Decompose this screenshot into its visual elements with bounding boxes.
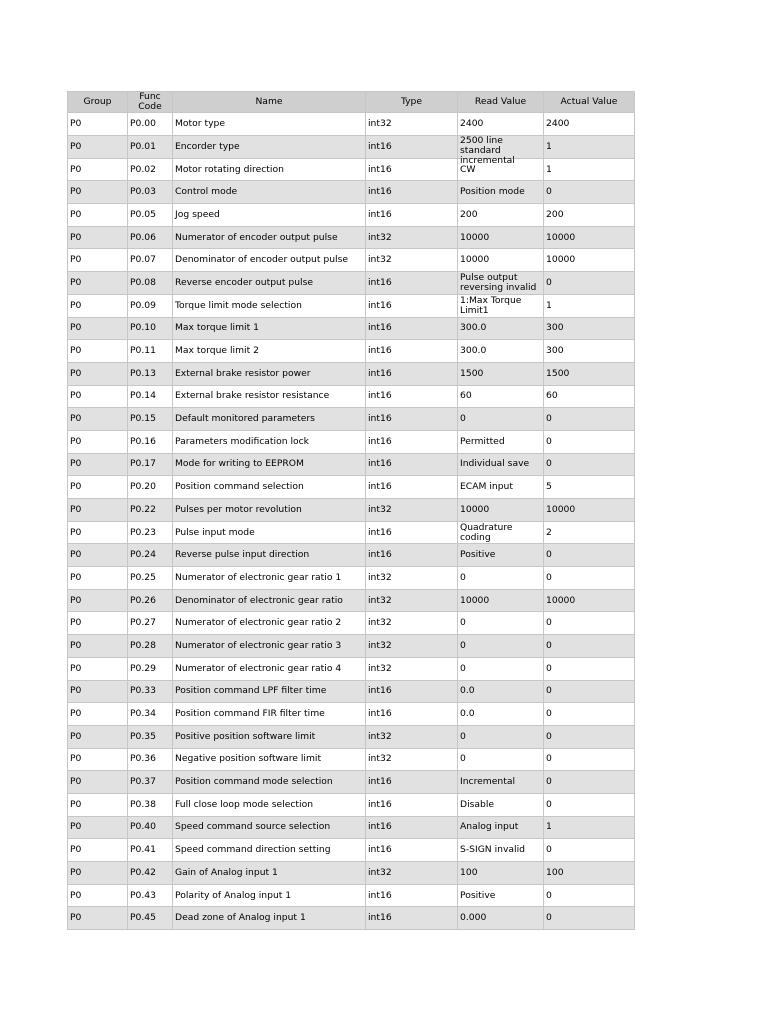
name-cell: External brake resistor power	[173, 362, 366, 385]
header-actual-value: Actual Value	[544, 92, 635, 113]
actual-value-cell: 0	[544, 657, 635, 680]
name-cell: Position command LPF filter time	[173, 680, 366, 703]
read-value-cell	[458, 340, 544, 363]
read-value-text: 1:Max Torque Limit1	[460, 294, 522, 316]
name-cell: Parameters modification lock	[173, 430, 366, 453]
func-code-cell: P0.00	[128, 113, 173, 136]
table-row	[68, 771, 635, 794]
table-row	[68, 816, 635, 839]
group-cell: P0	[68, 862, 128, 885]
type-cell: int32	[366, 226, 458, 249]
header-group: Group	[68, 92, 128, 113]
read-value-text: 0	[460, 753, 466, 765]
group-cell: P0	[68, 204, 128, 227]
type-cell: int16	[366, 272, 458, 295]
name-cell: Polarity of Analog input 1	[173, 884, 366, 907]
actual-value-cell: 10000	[544, 226, 635, 249]
func-code-cell: P0.26	[128, 589, 173, 612]
table-row	[68, 453, 635, 476]
table-row	[68, 748, 635, 771]
read-value-text: Quadrature coding	[460, 521, 513, 543]
type-cell: int16	[366, 771, 458, 794]
table-row	[68, 839, 635, 862]
read-value-text: 0	[460, 571, 466, 583]
name-cell: Default monitored parameters	[173, 408, 366, 431]
type-cell: int32	[366, 635, 458, 658]
actual-value-cell: 0	[544, 907, 635, 930]
type-cell: int32	[366, 725, 458, 748]
type-cell: int16	[366, 385, 458, 408]
read-value-text: 0	[460, 662, 466, 674]
name-cell: Positive position software limit	[173, 725, 366, 748]
read-value-cell	[458, 544, 544, 567]
type-cell: int16	[366, 204, 458, 227]
table-row	[68, 907, 635, 930]
func-code-cell: P0.40	[128, 816, 173, 839]
read-value-text: 1500	[460, 367, 484, 379]
group-cell: P0	[68, 544, 128, 567]
group-cell: P0	[68, 408, 128, 431]
actual-value-cell: 2	[544, 521, 635, 544]
actual-value-cell: 0	[544, 544, 635, 567]
read-value-cell	[458, 362, 544, 385]
actual-value-cell: 0	[544, 748, 635, 771]
name-cell: Motor type	[173, 113, 366, 136]
name-cell: Position command FIR filter time	[173, 703, 366, 726]
func-code-cell: P0.09	[128, 294, 173, 317]
type-cell: int16	[366, 907, 458, 930]
actual-value-cell: 0	[544, 725, 635, 748]
type-cell: int16	[366, 408, 458, 431]
type-cell: int16	[366, 135, 458, 158]
group-cell: P0	[68, 476, 128, 499]
group-cell: P0	[68, 748, 128, 771]
read-value-text: 60	[460, 390, 472, 402]
header-func-code: Func Code	[128, 92, 173, 113]
func-code-cell: P0.27	[128, 612, 173, 635]
group-cell: P0	[68, 839, 128, 862]
table-row	[68, 158, 635, 181]
table-row	[68, 499, 635, 522]
group-cell: P0	[68, 771, 128, 794]
table-row	[68, 294, 635, 317]
type-cell: int16	[366, 816, 458, 839]
read-value-text: 2500 line standard incremental	[460, 134, 515, 166]
name-cell: Gain of Analog input 1	[173, 862, 366, 885]
group-cell: P0	[68, 499, 128, 522]
group-cell: P0	[68, 135, 128, 158]
actual-value-cell: 1	[544, 158, 635, 181]
name-cell: Position command selection	[173, 476, 366, 499]
group-cell: P0	[68, 635, 128, 658]
group-cell: P0	[68, 884, 128, 907]
read-value-text: Analog input	[460, 821, 519, 833]
read-value-text: 0.000	[460, 912, 487, 924]
read-value-cell	[458, 249, 544, 272]
type-cell: int16	[366, 181, 458, 204]
header-name: Name	[173, 92, 366, 113]
name-cell: Numerator of electronic gear ratio 4	[173, 657, 366, 680]
group-cell: P0	[68, 816, 128, 839]
group-cell: P0	[68, 430, 128, 453]
read-value-text: 0	[460, 730, 466, 742]
read-value-cell	[458, 453, 544, 476]
func-code-cell: P0.28	[128, 635, 173, 658]
type-cell: int16	[366, 430, 458, 453]
group-cell: P0	[68, 272, 128, 295]
group-cell: P0	[68, 158, 128, 181]
actual-value-cell: 300	[544, 340, 635, 363]
name-cell: Denominator of encoder output pulse	[173, 249, 366, 272]
group-cell: P0	[68, 226, 128, 249]
type-cell: int16	[366, 521, 458, 544]
group-cell: P0	[68, 725, 128, 748]
read-value-text: S-SIGN invalid	[460, 844, 525, 856]
type-cell: int32	[366, 589, 458, 612]
read-value-text: 10000	[460, 254, 490, 266]
name-cell: Reverse encoder output pulse	[173, 272, 366, 295]
name-cell: Full close loop mode selection	[173, 793, 366, 816]
read-value-cell	[458, 134, 544, 166]
read-value-text: Permitted	[460, 435, 505, 447]
table-row	[68, 476, 635, 499]
actual-value-cell: 1	[544, 135, 635, 158]
read-value-cell	[458, 317, 544, 340]
table-row	[68, 862, 635, 885]
name-cell: External brake resistor resistance	[173, 385, 366, 408]
type-cell: int16	[366, 703, 458, 726]
table-header	[68, 92, 635, 113]
actual-value-cell: 0	[544, 839, 635, 862]
read-value-text: Positive	[460, 889, 496, 901]
func-code-cell: P0.29	[128, 657, 173, 680]
name-cell: Control mode	[173, 181, 366, 204]
table-row	[68, 612, 635, 635]
func-code-cell: P0.02	[128, 158, 173, 181]
read-value-cell	[458, 567, 544, 590]
read-value-text: 10000	[460, 594, 490, 606]
func-code-cell: P0.13	[128, 362, 173, 385]
table-row	[68, 725, 635, 748]
type-cell: int16	[366, 453, 458, 476]
group-cell: P0	[68, 362, 128, 385]
func-code-cell: P0.11	[128, 340, 173, 363]
read-value-cell	[458, 113, 544, 136]
table-row	[68, 385, 635, 408]
func-code-cell: P0.24	[128, 544, 173, 567]
actual-value-cell: 0	[544, 612, 635, 635]
func-code-cell: P0.05	[128, 204, 173, 227]
func-code-cell: P0.38	[128, 793, 173, 816]
name-cell: Speed command direction setting	[173, 839, 366, 862]
func-code-cell: P0.33	[128, 680, 173, 703]
table-row	[68, 362, 635, 385]
func-code-cell: P0.35	[128, 725, 173, 748]
group-cell: P0	[68, 181, 128, 204]
type-cell: int32	[366, 499, 458, 522]
func-code-cell: P0.03	[128, 181, 173, 204]
type-cell: int16	[366, 317, 458, 340]
table-row	[68, 226, 635, 249]
actual-value-cell: 60	[544, 385, 635, 408]
name-cell: Jog speed	[173, 204, 366, 227]
table-row	[68, 317, 635, 340]
name-cell: Speed command source selection	[173, 816, 366, 839]
read-value-cell	[458, 294, 544, 317]
type-cell: int16	[366, 793, 458, 816]
read-value-text: 2400	[460, 117, 484, 129]
table-body	[68, 113, 635, 930]
group-cell: P0	[68, 793, 128, 816]
actual-value-cell: 1	[544, 294, 635, 317]
read-value-cell	[458, 226, 544, 249]
type-cell: int16	[366, 294, 458, 317]
actual-value-cell: 1	[544, 816, 635, 839]
name-cell: Denominator of electronic gear ratio	[173, 589, 366, 612]
name-cell: Torque limit mode selection	[173, 294, 366, 317]
group-cell: P0	[68, 521, 128, 544]
header-row	[68, 92, 635, 113]
actual-value-cell: 0	[544, 453, 635, 476]
read-value-text: 0.0	[460, 685, 475, 697]
func-code-cell: P0.14	[128, 385, 173, 408]
read-value-cell	[458, 839, 544, 862]
read-value-text: 300.0	[460, 322, 487, 334]
type-cell: int32	[366, 748, 458, 771]
actual-value-cell: 0	[544, 408, 635, 431]
table-row	[68, 657, 635, 680]
type-cell: int16	[366, 158, 458, 181]
name-cell: Max torque limit 1	[173, 317, 366, 340]
name-cell: Numerator of electronic gear ratio 2	[173, 612, 366, 635]
read-value-cell	[458, 862, 544, 885]
read-value-cell	[458, 884, 544, 907]
actual-value-cell: 0	[544, 567, 635, 590]
actual-value-cell: 0	[544, 884, 635, 907]
table-row	[68, 521, 635, 544]
read-value-cell	[458, 204, 544, 227]
func-code-cell: P0.06	[128, 226, 173, 249]
group-cell: P0	[68, 589, 128, 612]
actual-value-cell: 10000	[544, 589, 635, 612]
table-row	[68, 272, 635, 295]
read-value-text: ECAM input	[460, 481, 513, 493]
func-code-cell: P0.37	[128, 771, 173, 794]
table-row	[68, 408, 635, 431]
read-value-cell	[458, 748, 544, 771]
actual-value-cell: 10000	[544, 499, 635, 522]
read-value-cell	[458, 499, 544, 522]
type-cell: int16	[366, 362, 458, 385]
table-row	[68, 635, 635, 658]
name-cell: Max torque limit 2	[173, 340, 366, 363]
header-read-value: Read Value	[458, 92, 544, 113]
header-type: Type	[366, 92, 458, 113]
read-value-cell	[458, 635, 544, 658]
actual-value-cell: 200	[544, 204, 635, 227]
read-value-cell	[458, 793, 544, 816]
group-cell: P0	[68, 680, 128, 703]
type-cell: int16	[366, 476, 458, 499]
read-value-cell	[458, 272, 544, 295]
actual-value-cell: 0	[544, 703, 635, 726]
table-row	[68, 430, 635, 453]
group-cell: P0	[68, 453, 128, 476]
table-row	[68, 793, 635, 816]
read-value-cell	[458, 703, 544, 726]
func-code-cell: P0.36	[128, 748, 173, 771]
read-value-cell	[458, 612, 544, 635]
read-value-text: 10000	[460, 231, 490, 243]
actual-value-cell: 300	[544, 317, 635, 340]
actual-value-cell: 0	[544, 635, 635, 658]
table-row	[68, 204, 635, 227]
name-cell: Numerator of electronic gear ratio 1	[173, 567, 366, 590]
table-row	[68, 181, 635, 204]
group-cell: P0	[68, 249, 128, 272]
func-code-cell: P0.07	[128, 249, 173, 272]
type-cell: int16	[366, 340, 458, 363]
parameter-table	[67, 91, 635, 930]
name-cell: Numerator of encoder output pulse	[173, 226, 366, 249]
group-cell: P0	[68, 340, 128, 363]
read-value-text: 0	[460, 617, 466, 629]
read-value-text: Incremental	[460, 776, 516, 788]
table-row	[68, 135, 635, 158]
table-row	[68, 567, 635, 590]
func-code-cell: P0.20	[128, 476, 173, 499]
read-value-text: 200	[460, 208, 478, 220]
group-cell: P0	[68, 703, 128, 726]
table-row	[68, 340, 635, 363]
func-code-cell: P0.25	[128, 567, 173, 590]
type-cell: int16	[366, 680, 458, 703]
read-value-cell	[458, 657, 544, 680]
read-value-text: Pulse output reversing invalid	[460, 271, 537, 293]
func-code-cell: P0.34	[128, 703, 173, 726]
name-cell: Reverse pulse input direction	[173, 544, 366, 567]
read-value-text: 10000	[460, 503, 490, 515]
group-cell: P0	[68, 567, 128, 590]
read-value-cell	[458, 476, 544, 499]
func-code-cell: P0.15	[128, 408, 173, 431]
func-code-cell: P0.01	[128, 135, 173, 158]
func-code-cell: P0.22	[128, 499, 173, 522]
read-value-cell	[458, 521, 544, 544]
read-value-cell	[458, 771, 544, 794]
type-cell: int32	[366, 567, 458, 590]
actual-value-cell: 0	[544, 793, 635, 816]
func-code-cell: P0.45	[128, 907, 173, 930]
name-cell: Negative position software limit	[173, 748, 366, 771]
table-row	[68, 680, 635, 703]
type-cell: int32	[366, 862, 458, 885]
read-value-text: Individual save	[460, 458, 530, 470]
type-cell: int16	[366, 884, 458, 907]
func-code-cell: P0.08	[128, 272, 173, 295]
type-cell: int32	[366, 657, 458, 680]
table-row	[68, 249, 635, 272]
actual-value-cell: 100	[544, 862, 635, 885]
read-value-cell	[458, 430, 544, 453]
actual-value-cell: 10000	[544, 249, 635, 272]
type-cell: int32	[366, 113, 458, 136]
read-value-cell	[458, 816, 544, 839]
read-value-cell	[458, 385, 544, 408]
table-row	[68, 113, 635, 136]
type-cell: int16	[366, 544, 458, 567]
name-cell: Pulse input mode	[173, 521, 366, 544]
name-cell: Dead zone of Analog input 1	[173, 907, 366, 930]
group-cell: P0	[68, 907, 128, 930]
func-code-cell: P0.43	[128, 884, 173, 907]
group-cell: P0	[68, 657, 128, 680]
group-cell: P0	[68, 113, 128, 136]
read-value-cell	[458, 408, 544, 431]
group-cell: P0	[68, 612, 128, 635]
func-code-cell: P0.23	[128, 521, 173, 544]
func-code-cell: P0.17	[128, 453, 173, 476]
actual-value-cell: 0	[544, 181, 635, 204]
type-cell: int32	[366, 249, 458, 272]
name-cell: Numerator of electronic gear ratio 3	[173, 635, 366, 658]
read-value-text: Positive	[460, 549, 496, 561]
name-cell: Mode for writing to EEPROM	[173, 453, 366, 476]
func-code-cell: P0.16	[128, 430, 173, 453]
actual-value-cell: 2400	[544, 113, 635, 136]
actual-value-cell: 0	[544, 430, 635, 453]
type-cell: int32	[366, 612, 458, 635]
func-code-cell: P0.41	[128, 839, 173, 862]
read-value-text: 0.0	[460, 708, 475, 720]
read-value-text: Position mode	[460, 186, 525, 198]
actual-value-cell: 1500	[544, 362, 635, 385]
actual-value-cell: 0	[544, 680, 635, 703]
type-cell: int16	[366, 839, 458, 862]
read-value-cell	[458, 589, 544, 612]
read-value-text: CW	[460, 163, 476, 175]
actual-value-cell: 0	[544, 771, 635, 794]
name-cell: Pulses per motor revolution	[173, 499, 366, 522]
group-cell: P0	[68, 317, 128, 340]
table-row	[68, 884, 635, 907]
group-cell: P0	[68, 385, 128, 408]
read-value-cell	[458, 680, 544, 703]
read-value-text: 0	[460, 413, 466, 425]
read-value-text: Disable	[460, 798, 495, 810]
name-cell: Position command mode selection	[173, 771, 366, 794]
read-value-text: 100	[460, 866, 478, 878]
read-value-cell	[458, 725, 544, 748]
read-value-text: 300.0	[460, 345, 487, 357]
func-code-cell: P0.42	[128, 862, 173, 885]
read-value-cell	[458, 907, 544, 930]
table-row	[68, 589, 635, 612]
group-cell: P0	[68, 294, 128, 317]
table-row	[68, 544, 635, 567]
read-value-cell	[458, 181, 544, 204]
actual-value-cell: 0	[544, 272, 635, 295]
name-cell: Motor rotating direction	[173, 158, 366, 181]
name-cell: Encorder type	[173, 135, 366, 158]
table-row	[68, 703, 635, 726]
func-code-cell: P0.10	[128, 317, 173, 340]
actual-value-cell: 5	[544, 476, 635, 499]
read-value-text: 0	[460, 639, 466, 651]
